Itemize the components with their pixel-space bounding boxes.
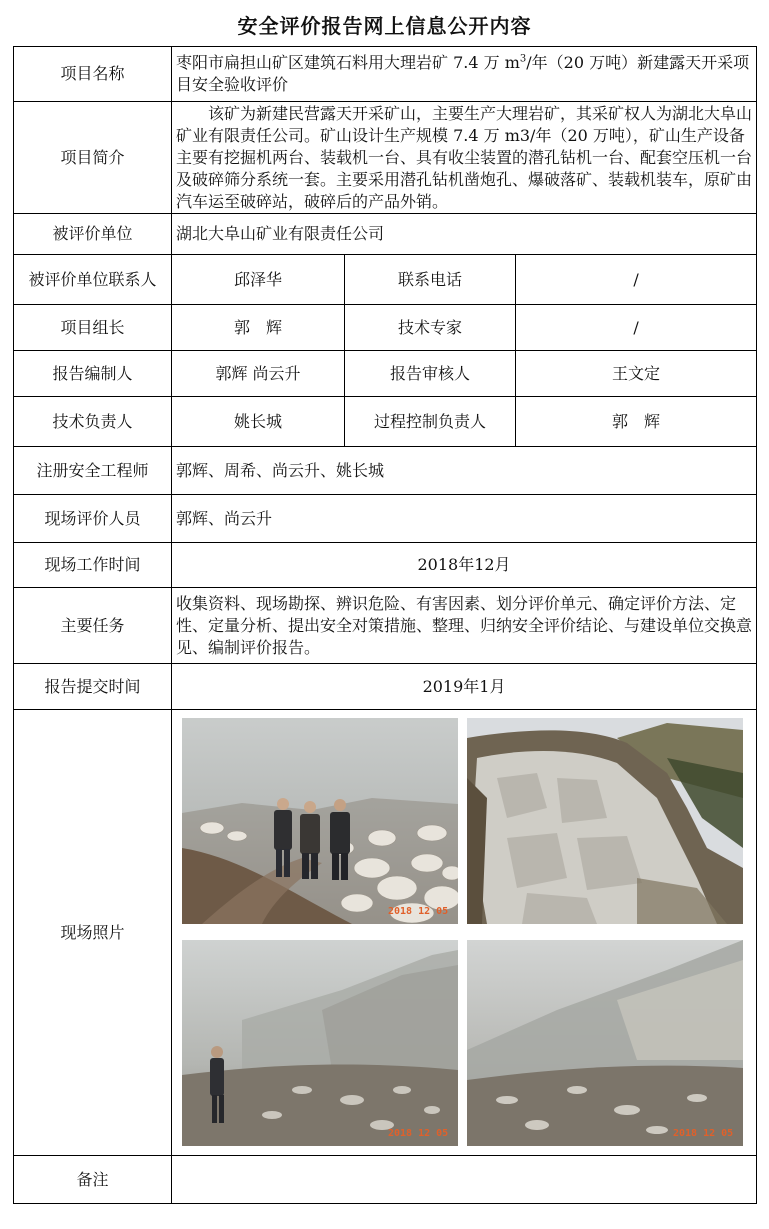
row-tech-lead [14,397,757,447]
process-control-value: 郭 辉 [516,397,757,447]
row-evaluated-unit [14,214,757,255]
process-control-label: 过程控制负责人 [345,397,516,447]
row-compiler [14,351,757,397]
engineers-value: 郭辉、周希、尚云升、姚长城 [172,447,757,495]
row-project-intro [14,102,757,214]
contact-label: 被评价单位联系人 [14,255,172,305]
remarks-value [172,1156,757,1204]
team-leader-label: 项目组长 [14,305,172,351]
site-photo-4 [467,940,743,1146]
project-intro-value: 该矿为新建民营露天开采矿山，主要生产大理岩矿，其采矿权人为湖北大阜山矿业有限责任公司。矿山设计生产规模 7.4 万 m3/年（20 万吨），矿山生产设备主要有挖掘机两台、装载机一台、具有收尘装置的潜孔钻机一台、配套空压机一台及破碎筛分系统一套。主要采用潜孔钻机凿炮孔、爆破落矿、装载机装车，原矿由汽车运至破碎站，破碎后的产品外销。 [172,102,757,214]
phone-value: / [516,255,757,305]
evaluated-unit-label: 被评价单位 [14,214,172,255]
engineers-label: 注册安全工程师 [14,447,172,495]
row-photos [14,710,757,1156]
phone-label: 联系电话 [345,255,516,305]
main-tasks-label: 主要任务 [14,588,172,664]
row-onsite-time [14,543,757,588]
remarks-label: 备注 [14,1156,172,1204]
svg-text:2018 12 05: 2018 12 05 [388,1127,449,1139]
svg-text:2018 12 05: 2018 12 05 [388,905,449,917]
site-photo-1 [182,718,458,924]
contact-value: 邱泽华 [172,255,345,305]
site-photo-3 [182,940,458,1146]
project-name-label: 项目名称 [14,47,172,102]
info-table [13,46,757,1204]
onsite-time-label: 现场工作时间 [14,543,172,588]
compiler-label: 报告编制人 [14,351,172,397]
submit-time-label: 报告提交时间 [14,664,172,710]
tech-lead-label: 技术负责人 [14,397,172,447]
project-name-value: 枣阳市扁担山矿区建筑石料用大理岩矿 7.4 万 $m^3/$年（20 万吨）新建露天开采项目安全验收评价 [172,47,757,102]
svg-text:2018 12 05: 2018 12 05 [673,1127,734,1139]
compiler-value: 郭辉 尚云升 [172,351,345,397]
evaluated-unit-value: 湖北大阜山矿业有限责任公司 [172,214,757,255]
tech-lead-value: 姚长城 [172,397,345,447]
photos-label: 现场照片 [14,710,172,1156]
submit-time-value: 2019年1月 [172,664,757,710]
onsite-staff-label: 现场评价人员 [14,495,172,543]
expert-value: / [516,305,757,351]
reviewer-value: 王文定 [516,351,757,397]
onsite-staff-value: 郭辉、尚云升 [172,495,757,543]
site-photo-2 [467,718,743,924]
reviewer-label: 报告审核人 [345,351,516,397]
page-title: 安全评价报告网上信息公开内容 [237,14,532,38]
row-main-tasks [14,588,757,664]
main-tasks-value: 收集资料、现场勘探、辨识危险、有害因素、划分评价单元、确定评价方法、定性、定量分析、提出安全对策措施、整理、归纳安全评价结论、与建设单位交换意见、编制评价报告。 [172,588,757,664]
team-leader-value: 郭 辉 [172,305,345,351]
row-contact [14,255,757,305]
row-onsite-staff [14,495,757,543]
photos-cell [172,710,757,1156]
project-intro-label: 项目简介 [14,102,172,214]
row-remarks [14,1156,757,1204]
onsite-time-value: 2018年12月 [172,543,757,588]
row-engineers [14,447,757,495]
row-team-leader [14,305,757,351]
expert-label: 技术专家 [345,305,516,351]
row-project-name [14,47,757,102]
row-submit-time [14,664,757,710]
